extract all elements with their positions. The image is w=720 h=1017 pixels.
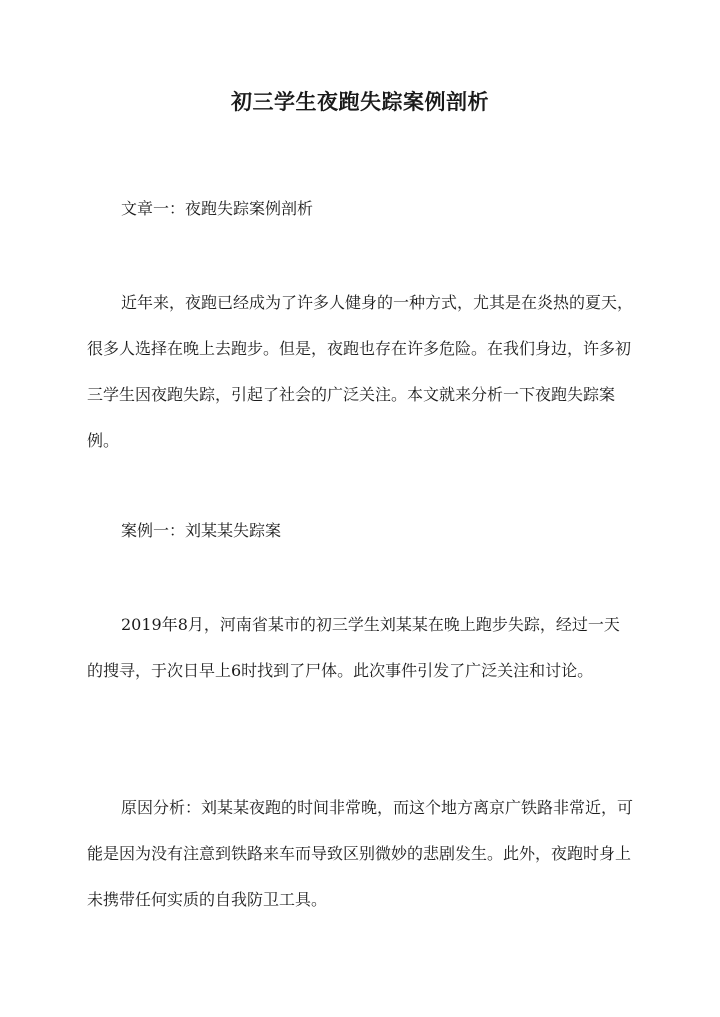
intro-paragraph: 近年来，夜跑已经成为了许多人健身的一种方式，尤其是在炎热的夏天，很多人选择在晚上去跑步。但是，夜跑也存在许多危险。在我们身边，许多初三学生因夜跑失踪，引起了社会的广泛关注。本文就来分析一下夜跑失踪案例。 (87, 293, 634, 450)
section-heading-case-one: 案例一：刘某某失踪案 (121, 521, 282, 540)
case-description-paragraph: 2019年8月，河南省某市的初三学生刘某某在晚上跑步失踪，经过一天的搜寻，于次日早上6时找到了尸体。此次事件引发了广泛关注和讨论。 (87, 615, 620, 680)
section-heading-article-one: 文章一：夜跑失踪案例剖析 (121, 199, 314, 218)
document-title: 初三学生夜跑失踪案例剖析 (231, 89, 489, 114)
cause-analysis-paragraph: 原因分析：刘某某夜跑的时间非常晚，而这个地方离京广铁路非常近，可能是因为没有注意到铁路来车而导致区别微妙的悲剧发生。此外，夜跑时身上未携带任何实质的自我防卫工具。 (87, 798, 634, 909)
